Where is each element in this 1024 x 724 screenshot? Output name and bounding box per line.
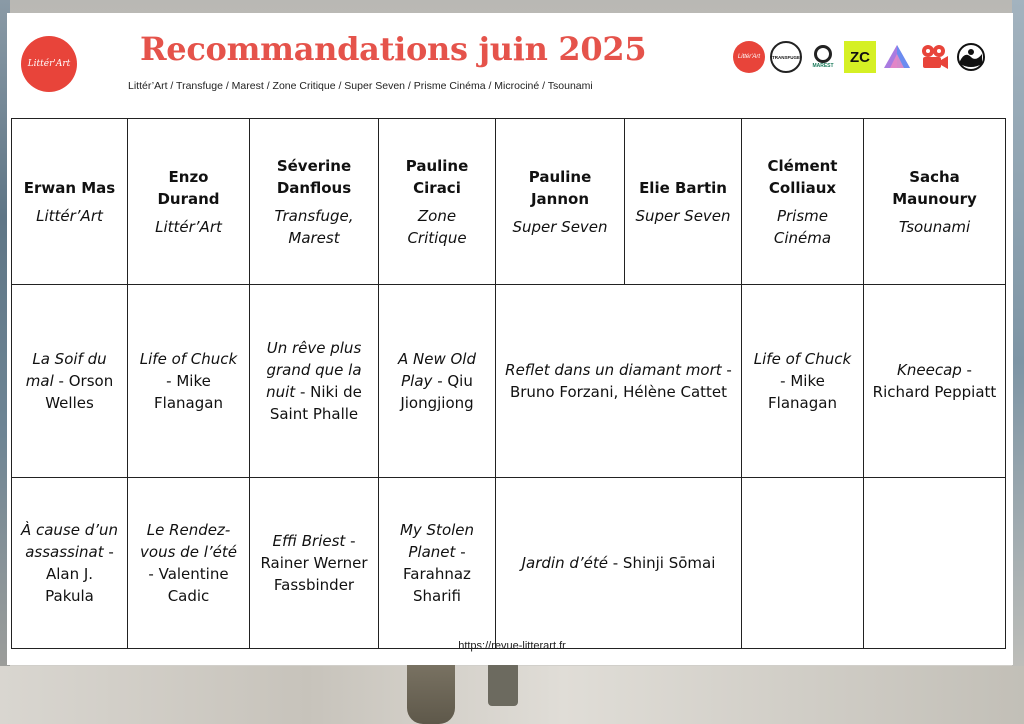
critic-header: Séverine Danflous Transfuge, Marest	[250, 119, 379, 285]
critic-header: Clément Colliaux Prisme Cinéma	[742, 119, 864, 285]
critic-header: Elie Bartin Super Seven	[625, 119, 742, 285]
recommendation-cell: Kneecap - Richard Peppiatt	[864, 285, 1006, 478]
recommendation-cell-shared: Jardin d’été - Shinji Sōmai	[496, 478, 742, 649]
recommendation-cell: La Soif du mal - Orson Welles	[12, 285, 128, 478]
critic-header: Enzo Durand Littér’Art	[128, 119, 250, 285]
prisme-logo[interactable]	[881, 41, 913, 73]
transfuge-logo[interactable]: TRANSFUGE	[770, 41, 802, 73]
tsounami-logo[interactable]	[955, 41, 987, 73]
recommendation-cell-shared: Reflet dans un diamant mort - Bruno Forzani, Hélène Cattet	[496, 285, 742, 478]
background-figure	[407, 660, 455, 724]
recommendation-cell: My Stolen Planet - Farahnaz Sharifi	[379, 478, 496, 649]
page-subtitle: Littér’Art / Transfuge / Marest / Zone Critique / Super Seven / Prisme Cinéma / Microciné / Tsounami	[128, 80, 593, 92]
recommendation-cell: Life of Chuck - Mike Flanagan	[128, 285, 250, 478]
marest-ring-icon	[814, 45, 832, 63]
marest-logo[interactable]: MAREST	[807, 41, 839, 73]
footer-url[interactable]: https://revue-litterart.fr	[458, 640, 566, 652]
critics-header-row	[12, 119, 1006, 285]
recommendation-cell: Effi Briest - Rainer Werner Fassbinder	[250, 478, 379, 649]
critic-header: Erwan Mas Littér’Art	[12, 119, 128, 285]
recommendation-cell: À cause d’un assassinat - Alan J. Pakula	[12, 478, 128, 649]
wave-icon	[956, 42, 986, 72]
critic-header: Pauline Ciraci Zone Critique	[379, 119, 496, 285]
background-figure-shadow	[488, 662, 518, 706]
critic-header: Pauline Jannon Super Seven	[496, 119, 625, 285]
critic-header: Sacha Maunoury Tsounami	[864, 119, 1006, 285]
recommendation-row-2	[12, 478, 1006, 649]
litterart-main-logo[interactable]	[21, 36, 77, 92]
recommendation-cell: Life of Chuck - Mike Flanagan	[742, 285, 864, 478]
microcine-logo[interactable]	[918, 41, 950, 73]
partner-logos	[733, 40, 987, 74]
background-photo-right	[1012, 0, 1024, 724]
litterart-logo[interactable]: Littér'Art	[733, 41, 765, 73]
recommendation-row-1	[12, 285, 1006, 478]
empty-cell	[742, 478, 864, 649]
zone-critique-logo[interactable]: ZC	[844, 41, 876, 73]
recommendation-cell: Un rêve plus grand que la nuit - Niki de Saint Phalle	[250, 285, 379, 478]
litterart-logo-text: Littér'Art	[27, 59, 71, 69]
recommendation-cell: A New Old Play - Qiu Jiongjiong	[379, 285, 496, 478]
empty-cell	[864, 478, 1006, 649]
page-title: Recommandations juin 2025	[140, 30, 647, 68]
recommendations-table	[11, 118, 1006, 649]
film-camera-icon	[918, 42, 950, 72]
recommendation-cell: Le Rendez-vous de l’été - Valentine Cadic	[128, 478, 250, 649]
prism-icon	[882, 42, 912, 72]
